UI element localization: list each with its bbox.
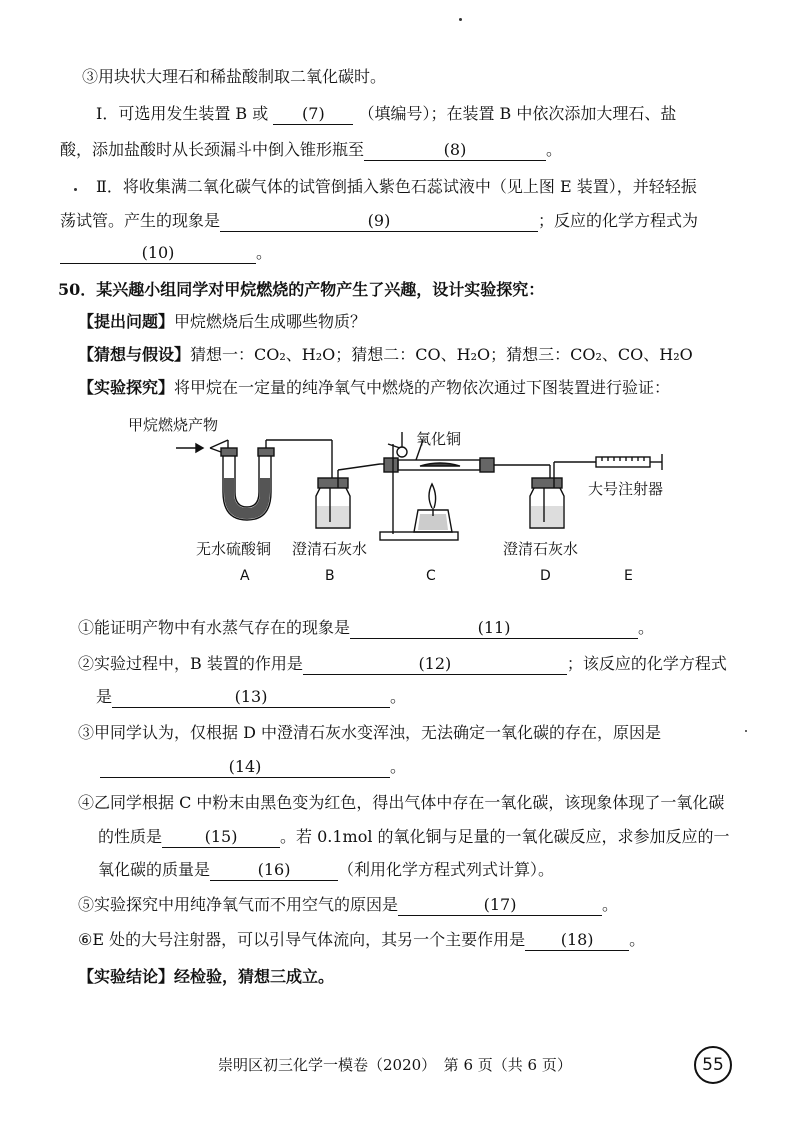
q50-s3: ③甲同学认为，仅根据 D 中澄清石灰水变浑浊，无法确定一氧化碳的存在，原因是	[78, 723, 662, 742]
q50-question: 【提出问题】甲烷燃烧后生成哪些物质？	[78, 312, 367, 331]
bottle-d	[530, 462, 596, 528]
q50-s4c: 氧化碳的质量是 (16) （利用化学方程式列式计算）。	[98, 860, 555, 879]
q50-conclusion: 【实验结论】经检验，猜想三成立。	[78, 967, 335, 986]
blank-16[interactable]: (16)	[210, 860, 338, 881]
q50-s5: ⑤实验探究中用纯净氧气而不用空气的原因是 (17) 。	[78, 895, 619, 914]
letter-c: C	[426, 568, 436, 584]
blank-13[interactable]: (13)	[112, 687, 390, 708]
cuo-label: 氧化铜	[416, 430, 462, 448]
q49-p2-line2: 荡试管。产生的现象是 (9) ；反应的化学方程式为	[60, 211, 699, 230]
syringe-label: 大号注射器	[588, 480, 664, 498]
label-d: 澄清石灰水	[503, 540, 579, 558]
q50-s2: ②实验过程中，B 装置的作用是 (12) ；该反应的化学方程式	[78, 654, 727, 673]
u-tube-a	[210, 440, 332, 520]
q50-s4b: 的性质是 (15) 。若 0.1mol 的氧化铜与足量的一氧化碳反应，求参加反应的一	[98, 827, 730, 846]
q50-intro: 50．某兴趣小组同学对甲烷燃烧的产物产生了兴趣，设计实验探究：	[58, 280, 545, 299]
inlet-arrow	[176, 444, 203, 452]
blank-7[interactable]: (7)	[273, 104, 353, 125]
letter-d: D	[540, 568, 551, 584]
scan-speck	[459, 18, 462, 21]
bottle-b	[316, 440, 380, 528]
q50-hypothesis: 【猜想与假设】猜想一：CO₂、H₂O；猜想二：CO、H₂O；猜想三：CO₂、CO、H₂O	[78, 345, 693, 364]
blank-12[interactable]: (12)	[303, 654, 567, 675]
q49-p2-line1: Ⅱ．将收集满二氧化碳气体的试管倒插入紫色石蕊试液中（见上图 E 装置），并轻轻振	[96, 177, 697, 196]
q50-s4a: ④乙同学根据 C 中粉末由黑色变为红色，得出气体中存在一氧化碳，该现象体现了一氧化碳	[78, 793, 725, 812]
blank-14[interactable]: (14)	[100, 757, 390, 778]
blank-17[interactable]: (17)	[398, 895, 602, 916]
q49-p2-line3: (10) 。	[60, 242, 272, 264]
label-a: 无水硫酸铜	[196, 540, 272, 558]
q49-p1-line2: 酸，添加盐酸时从长颈漏斗中倒入锥形瓶至 (8) 。	[60, 140, 563, 159]
blank-15[interactable]: (15)	[162, 827, 280, 848]
page-badge: 55	[694, 1046, 732, 1084]
q49-p1-line1: Ⅰ．可选用发生装置 B 或 (7) （填编号）；在装置 B 中依次添加大理石、盐	[96, 104, 677, 123]
inlet-label: 甲烷燃烧产物	[128, 416, 219, 434]
blank-18[interactable]: (18)	[525, 930, 629, 951]
letter-a: A	[240, 568, 250, 584]
blank-9[interactable]: (9)	[220, 211, 538, 232]
syringe-e	[596, 454, 662, 470]
label-b: 澄清石灰水	[292, 540, 368, 558]
combustion-tube-c	[380, 432, 550, 540]
q50-s3b: (14) 。	[100, 756, 406, 778]
blank-8[interactable]: (8)	[364, 140, 546, 161]
blank-10[interactable]: (10)	[60, 243, 256, 264]
page-footer: 崇明区初三化学一模卷（2020） 第 6 页（共 6 页）	[218, 1056, 572, 1074]
q50-s1: ①能证明产物中有水蒸气存在的现象是 (11) 。	[78, 618, 655, 637]
q50-exploration: 【实验探究】将甲烷在一定量的纯净氧气中燃烧的产物依次通过下图装置进行验证：	[78, 378, 671, 397]
letter-e: E	[624, 568, 633, 584]
q50-s2b: 是 (13) 。	[96, 687, 407, 706]
blank-11[interactable]: (11)	[350, 618, 638, 639]
q50-s6: ⑥E 处的大号注射器，可以引导气体流向，其另一个主要作用是 (18) 。	[78, 930, 646, 949]
q49-sub3-header: ③用块状大理石和稀盐酸制取二氧化碳时。	[82, 67, 387, 86]
scan-speck	[745, 730, 747, 732]
letter-b: B	[325, 568, 335, 584]
scan-speck	[74, 188, 77, 191]
